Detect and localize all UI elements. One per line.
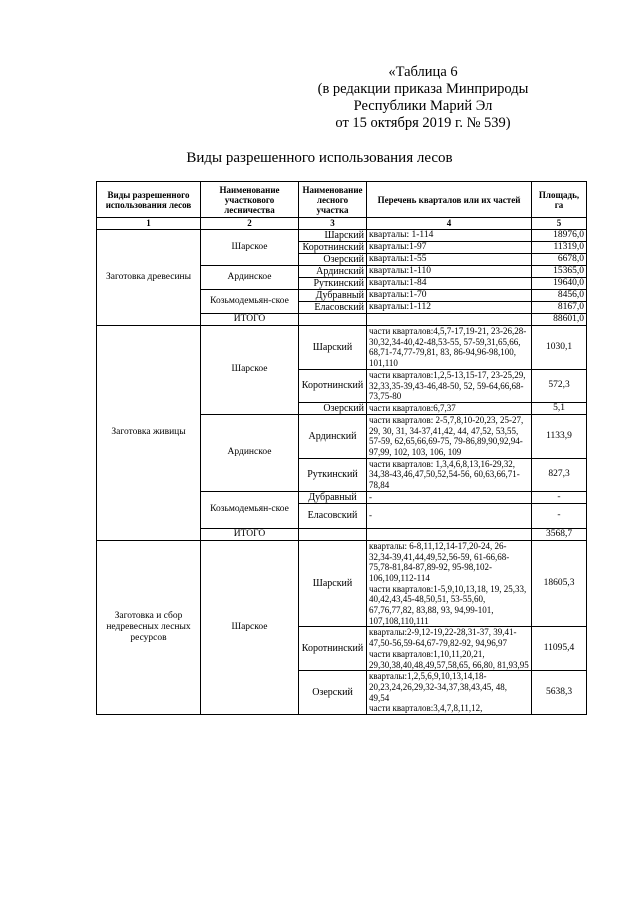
- area-cell: 1030,1: [532, 326, 587, 370]
- plot-cell: Руткинский: [299, 278, 367, 290]
- header-row: [97, 182, 587, 218]
- col-number: 1: [97, 218, 201, 230]
- empty-cell: [367, 314, 532, 326]
- total-label: ИТОГО: [201, 528, 299, 540]
- plot-cell: Шарский: [299, 230, 367, 242]
- plot-cell: Дубравный: [299, 491, 367, 503]
- area-cell: 18976,0: [532, 230, 587, 242]
- quarters-partial: части кварталов:3,4,7,8,11,12,: [369, 703, 483, 714]
- area-cell: 5638,3: [532, 671, 587, 715]
- table-row: [97, 540, 587, 627]
- forestry-cell: Козьмодемьян-ское: [201, 290, 299, 314]
- quarters-cell: кварталы:1-70: [367, 290, 532, 302]
- quarters-cell: кварталы: 1-114: [367, 230, 532, 242]
- plot-cell: Коротнинский: [299, 242, 367, 254]
- area-cell: 15365,0: [532, 266, 587, 278]
- use-type-cell: Заготовка и сбор недревесных лесных ресурсов: [97, 540, 201, 714]
- quarters-cell: части кварталов: 2-5,7,8,10-20,23, 25-27, 29, 30, 31, 34-37,41,42, 44, 47,52, 53,55, 57-59, 62,65,66,69-75, 79-86,89,90,92,94-97,99, 102, 103, 106, 109: [367, 414, 532, 458]
- quarters-cell: части кварталов:1,2,5-13,15-17, 23-25,29, 32,33,35-39,43-46,48-50, 52, 59-64,66,68-73,75-80: [367, 369, 532, 402]
- quarters-partial: части кварталов:1,10,11,20,21, 29,30,38,40,48,49,57,58,65, 66,80, 81,93,95: [369, 648, 529, 670]
- quarters-full: кварталы:2-9,12-19,22-28,31-37, 39,41-47,50-56,59-64,67-79,82-92, 94,96,97: [369, 627, 517, 649]
- area-cell: 18605,3: [532, 540, 587, 627]
- quarters-cell: кварталы:1-97: [367, 242, 532, 254]
- plot-cell: Ардинский: [299, 266, 367, 278]
- quarters-cell: [367, 671, 532, 715]
- header-line-3: Республики Марий Эл: [353, 98, 493, 114]
- plot-cell: Еласовский: [299, 302, 367, 314]
- quarters-cell: кварталы:1-84: [367, 278, 532, 290]
- quarters-cell: кварталы:1-110: [367, 266, 532, 278]
- area-cell: 11095,4: [532, 627, 587, 671]
- plot-cell: Коротнинский: [299, 369, 367, 402]
- quarters-cell: [367, 540, 532, 627]
- use-type-cell: Заготовка живицы: [97, 326, 201, 541]
- table-row: [97, 326, 587, 370]
- quarters-cell: части кварталов: 1,3,4,6,8,13,16-29,32, 34,38-43,46,47,50,52,54-56, 60,63,66,71-78,84: [367, 458, 532, 491]
- quarters-cell: -: [367, 491, 532, 503]
- header-line-2: (в редакции приказа Минприроды: [317, 81, 529, 97]
- quarters-cell: [367, 627, 532, 671]
- forestry-cell: Ардинское: [201, 266, 299, 290]
- plot-cell: Ардинский: [299, 414, 367, 458]
- col-header-type: Виды разрешенного использования лесов: [97, 182, 201, 218]
- plot-cell: Шарский: [299, 540, 367, 627]
- plot-cell: Дубравный: [299, 290, 367, 302]
- empty-cell: [299, 314, 367, 326]
- col-number: 5: [532, 218, 587, 230]
- area-cell: 19640,0: [532, 278, 587, 290]
- area-cell: 8456,0: [532, 290, 587, 302]
- area-cell: 827,3: [532, 458, 587, 491]
- col-header-plot: Наименование лесного участка: [299, 182, 367, 218]
- total-value: 3568,7: [532, 528, 587, 540]
- plot-cell: Озерский: [299, 402, 367, 414]
- forestry-cell: Шарское: [201, 540, 299, 714]
- col-header-area: Площадь, га: [532, 182, 587, 218]
- forest-use-table: [96, 181, 587, 715]
- area-cell: 6678,0: [532, 254, 587, 266]
- empty-cell: [299, 528, 367, 540]
- quarters-cell: кварталы:1-55: [367, 254, 532, 266]
- forestry-cell: Шарское: [201, 230, 299, 266]
- area-cell: 11319,0: [532, 242, 587, 254]
- forestry-cell: Козьмодемьян-ское: [201, 491, 299, 528]
- plot-cell: Еласовский: [299, 503, 367, 528]
- total-label: ИТОГО: [201, 314, 299, 326]
- area-cell: 572,3: [532, 369, 587, 402]
- use-type-cell: Заготовка древесины: [97, 230, 201, 326]
- table-row: [97, 230, 587, 242]
- document-title: Виды разрешенного использования лесов: [186, 150, 453, 166]
- plot-cell: Озерский: [299, 254, 367, 266]
- area-cell: -: [532, 503, 587, 528]
- plot-cell: Коротнинский: [299, 627, 367, 671]
- quarters-cell: кварталы:1-112: [367, 302, 532, 314]
- forestry-cell: Ардинское: [201, 414, 299, 491]
- area-cell: 8167,0: [532, 302, 587, 314]
- area-cell: -: [532, 491, 587, 503]
- plot-cell: Озерский: [299, 671, 367, 715]
- area-cell: 1133,9: [532, 414, 587, 458]
- quarters-partial: части кварталов:1-5,9,10,13,18, 19, 25,33, 40,42,43,45-48,50,51, 53-55,60, 67,76,77,82, 83,88, 93, 94,99-101, 107,108,110,111: [369, 583, 527, 626]
- quarters-full: кварталы: 6-8,11,12,14-17,20-24, 26-32,34-39,41,44,49,52,56-59, 61-66,68-75,78-81,84-87,89-92, 95-98,102-106,109,112-114: [369, 540, 510, 583]
- plot-cell: Руткинский: [299, 458, 367, 491]
- quarters-cell: части кварталов:6,7,37: [367, 402, 532, 414]
- empty-cell: [367, 528, 532, 540]
- plot-cell: Шарский: [299, 326, 367, 370]
- col-number: 4: [367, 218, 532, 230]
- total-value: 88601,0: [532, 314, 587, 326]
- quarters-cell: части кварталов:4,5,7-17,19-21, 23-26,28-30,32,34-40,42-48,53-55, 57-59,31,65,66, 68,71-74,77-79,81, 83, 86-94,96-98,100, 101,110: [367, 326, 532, 370]
- col-number: 3: [299, 218, 367, 230]
- header-block: [293, 64, 553, 132]
- forestry-cell: Шарское: [201, 326, 299, 415]
- quarters-cell: -: [367, 503, 532, 528]
- quarters-full: кварталы:1,2,5,6,9,10,13,14,18-20,23,24,26,29,32-34,37,38,43,45, 48, 49,54: [369, 671, 507, 703]
- column-number-row: [97, 218, 587, 230]
- col-header-quarters: Перечень кварталов или их частей: [367, 182, 532, 218]
- col-header-forestry: Наименование участкового лесничества: [201, 182, 299, 218]
- header-line-1: «Таблица 6: [388, 64, 458, 80]
- header-line-4: от 15 октября 2019 г. № 539): [335, 115, 511, 131]
- area-cell: 5,1: [532, 402, 587, 414]
- col-number: 2: [201, 218, 299, 230]
